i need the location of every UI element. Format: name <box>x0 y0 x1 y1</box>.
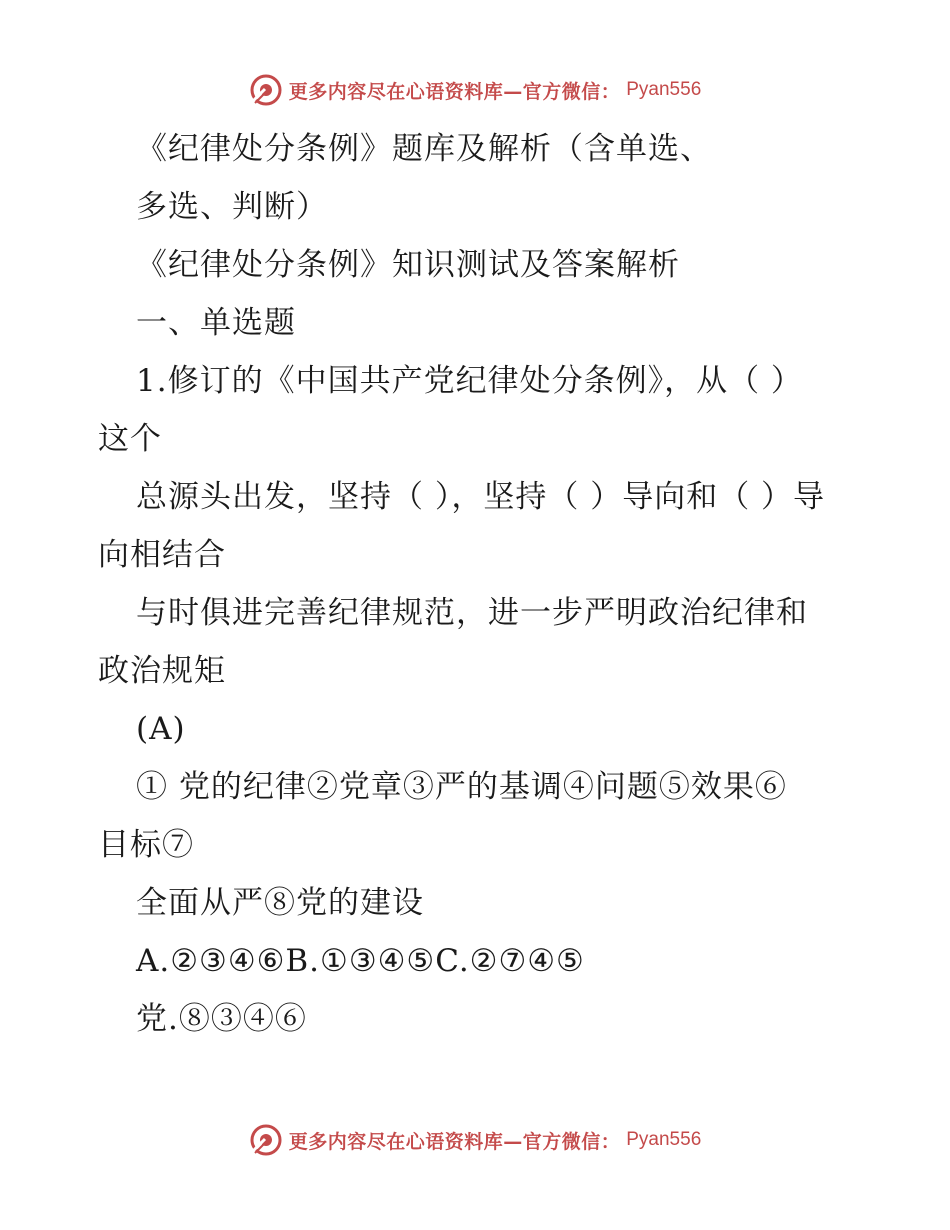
option-list: 全面从严⑧党的建设 <box>136 885 424 921</box>
banner-text: 更多内容尽在心语资料库—官方微信： <box>288 80 621 103</box>
text-line: 多选、判断） <box>136 189 328 225</box>
choice-line: A.②③④⑥B.①③④⑤C.②⑦④⑤ <box>136 943 585 979</box>
text-line: 《纪律处分条例》知识测试及答案解析 <box>136 247 680 283</box>
banner-text: 更多内容尽在心语资料库—官方微信： <box>288 1130 621 1153</box>
logo-icon <box>249 73 283 107</box>
document-body <box>98 120 858 1048</box>
question-text: 向相结合 <box>98 537 226 573</box>
header-banner <box>0 70 950 110</box>
logo-icon <box>249 1123 283 1157</box>
answer-label: (A) <box>136 711 186 747</box>
section-heading: 一、单选题 <box>136 305 296 341</box>
banner-wechat-id: Pyan556 <box>626 1129 702 1150</box>
banner-wechat-id: Pyan556 <box>626 79 702 100</box>
text-line: 《纪律处分条例》题库及解析（含单选、 <box>136 131 712 167</box>
question-text: 1.修订的《中国共产党纪律处分条例》，从（ ） <box>136 363 803 399</box>
choice-line: 党.⑧③④⑥ <box>136 1001 307 1037</box>
question-text: 与时俱进完善纪律规范，进一步严明政治纪律和 <box>136 595 808 631</box>
question-text: 总源头出发，坚持（ ），坚持（ ）导向和（ ）导 <box>136 479 826 515</box>
question-text: 政治规矩 <box>98 653 226 689</box>
footer-banner <box>0 1120 950 1160</box>
option-list: ① 党的纪律②党章③严的基调④问题⑤效果⑥ <box>136 769 787 805</box>
question-text: 这个 <box>98 421 162 457</box>
option-list: 目标⑦ <box>98 827 194 863</box>
